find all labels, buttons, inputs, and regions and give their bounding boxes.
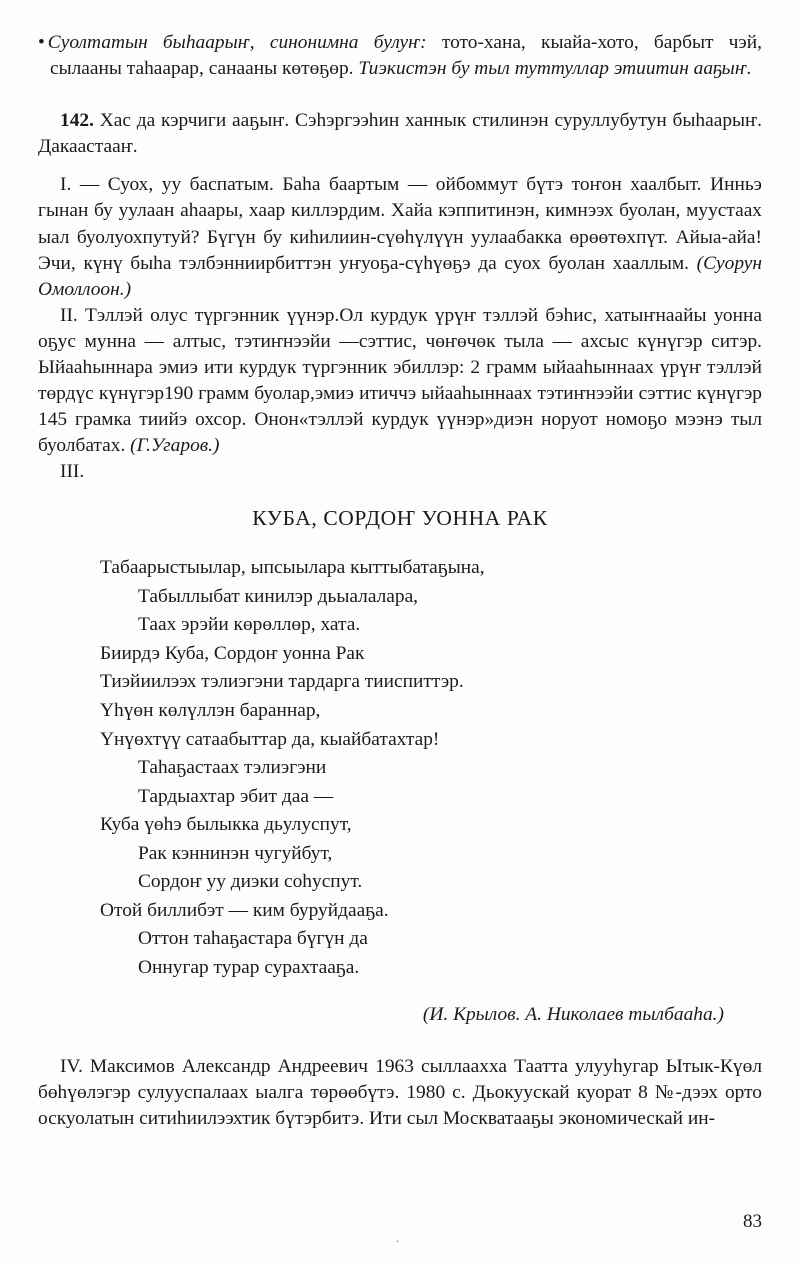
section-iv-text: Максимов Александр Андреевич 1963 сыллаахха Таатта улууһугар Ытык-Күөл бөһүөлэгэр сулууспалаах ыалга төрөөбүтэ. 1980 с. Дьокуускай куорат 8 №-дээх орто оскуолатын ситиһиилээхтик бүтэрбитэ. Ити сыл Москватааҕы экономическай ин- [38,1056,762,1130]
poem-line: Үһүөн көлүллэн бараннар, [100,699,321,721]
poem-line: Сордоҥ уу диэки соһуспут. [138,871,363,893]
section-i-paragraph [38,172,762,302]
section-i-text: — Суох, уу баспатым. Баһа баартым — ойбоммут бүтэ тоҥон хаалбыт. Инньэ гынан бу уулаан аһаары, хаар киллэрдим. Хайа кэппитинэн, кимнээх буолан, муустаах ыал буолуохпутуй? Бүгүн бу киһилиин-сүөһүлүүн уулаабакка өрөөтөхпүт. Айыа-айа! Эчи, күнү быһа тэлбэнниирбиттэн уҥуоҕа-сүһүөҕэ да суох буолан хааллым. [38,174,762,274]
section-i-source: (Суорун Омоллоон.) [38,252,762,300]
section-iv-label: IV. [60,1056,83,1078]
section-iii-label: III. [60,461,85,483]
gutter-mark: . [396,1233,399,1245]
poem-line: Оттон таһаҕастара бүгүн да [138,928,368,950]
poem-line: Куба үөһэ былыкка дьулуспут, [100,814,352,836]
poem-line: Отой биллибэт — ким буруйдааҕа. [100,899,389,921]
bullet-task-italic-tail: Тиэкистэн бу тыл туттуллар этиитин ааҕыҥ. [358,58,752,80]
section-ii-paragraph [38,303,762,460]
poem-line: Оннугар турар сурахтааҕа. [138,956,360,978]
page-content [38,30,762,1133]
section-ii-label: II. [60,304,78,326]
section-i-label: I. [60,174,72,196]
poem-line: Тиэйиилээх тэлиэгэни тардарга тииспиттэр. [100,671,464,693]
exercise-142-text: Хас да кэрчиги ааҕыҥ. Сэһэргээһин ханнык стилинэн суруллубутун быһаарыҥ. Дакаастааҥ. [38,110,762,158]
poem-line: Биирдэ Куба, Сордоҥ уонна Рак [100,642,365,664]
exercise-142-paragraph [38,108,762,160]
bullet-task-upright-middle: тото-хана, кыайа-хото, барбыт чэй, сылааны таһаарар, санааны көтөҕөр. [50,32,762,80]
poem-attribution: (И. Крылов. А. Николаев тылбааһа.) [422,1004,724,1026]
bullet-task-paragraph [38,30,762,82]
poem-line: Таах эрэйи көрөллөр, хата. [138,614,361,636]
poem-line: Табаарыстыылар, ыпсыылара кыттыбатаҕына, [100,557,485,579]
poem-title: КУБА, СОРДОҤ УОННА РАК [252,505,548,530]
exercise-number: 142. [60,110,94,132]
section-iv-paragraph [38,1054,762,1132]
poem-line: Рак кэннинэн чугуйбут, [138,842,333,864]
bullet-glyph: • [38,32,45,53]
poem-line: Таһаҕастаах тэлиэгэни [138,757,327,779]
section-ii-source: (Г.Угаров.) [130,435,220,457]
poem-line: Табыллыбат кинилэр дьыалалара, [138,585,419,607]
poem-body [100,554,762,982]
page-number: 83 [743,1211,762,1232]
poem-line: Тардыахтар эбит даа — [138,785,334,807]
bullet-task-italic-lead: Суолтатын быһаарыҥ, синонимна булуҥ: [47,32,427,53]
poem-line: Үнүөхтүү сатаабыттар да, кыайбатахтар! [100,728,440,750]
section-ii-text: Тэллэй олус түргэнник үүнэр.Ол курдук үрүҥ тэллэй бэһис, хатыҥнаайы уонна оҕус мунна — алтыс, тэтиҥнээйи —сэттис, чөҥөчөк тыла — ахсыс күнүгэр ситэр. Ыйааһыннара эмиэ ити курдук түргэнник эбиллэр: 2 грамм ыйааһыннаах үрүҥ тэллэй төрдүс күнүгэр190 грамм буолар,эмиэ итиччэ ыйааһыннаах тэтиҥнээйи сэттис күнүгэр 145 грамка тиийэ охсор. Онон«тэллэй курдук үүнэр»диэн норуот номоҕо мээнэ тыл буолбатах. [38,304,762,457]
